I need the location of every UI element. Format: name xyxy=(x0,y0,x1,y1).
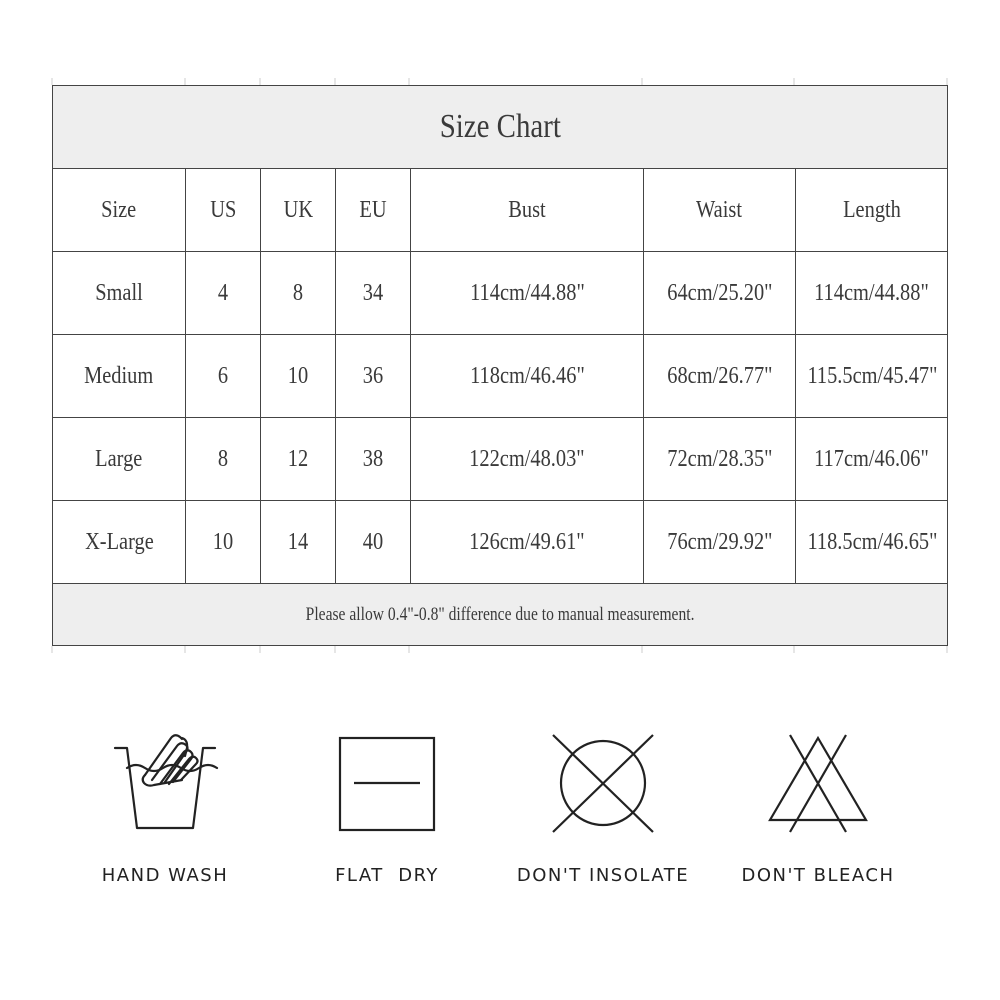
table-cell: 10 xyxy=(186,501,261,584)
table-cell: 14 xyxy=(261,501,336,584)
care-item-hand-wash xyxy=(65,720,265,886)
table-cell: 6 xyxy=(186,335,261,418)
table-cell: 38 xyxy=(336,418,411,501)
do-not-insolate-icon xyxy=(543,720,663,835)
flat-dry-icon xyxy=(332,720,442,835)
table-cell: Large xyxy=(53,418,186,501)
column-header: UK xyxy=(261,169,336,252)
table-cell: 114cm/44.88" xyxy=(796,252,948,335)
table-cell: 8 xyxy=(186,418,261,501)
care-label: HAND WASH xyxy=(101,865,229,886)
table-row xyxy=(53,418,948,501)
care-item-flat-dry xyxy=(287,720,487,886)
table-cell: 4 xyxy=(186,252,261,335)
size-chart-table xyxy=(52,85,948,646)
size-chart xyxy=(52,85,947,646)
table-cell: 68cm/26.77" xyxy=(644,335,796,418)
care-label: DON'T BLEACH xyxy=(741,865,895,886)
table-cell: 118.5cm/46.65" xyxy=(796,501,948,584)
table-cell: 118cm/46.46" xyxy=(411,335,644,418)
table-cell: 122cm/48.03" xyxy=(411,418,644,501)
table-cell: 117cm/46.06" xyxy=(796,418,948,501)
table-cell: 126cm/49.61" xyxy=(411,501,644,584)
header-row xyxy=(53,169,948,252)
column-header: US xyxy=(186,169,261,252)
hand-wash-icon xyxy=(105,720,225,835)
table-row xyxy=(53,501,948,584)
do-not-bleach-icon xyxy=(758,720,878,835)
care-item-dont-insolate xyxy=(503,720,703,886)
table-cell: 76cm/29.92" xyxy=(644,501,796,584)
table-cell: 114cm/44.88" xyxy=(411,252,644,335)
table-cell: 72cm/28.35" xyxy=(644,418,796,501)
table-cell: 8 xyxy=(261,252,336,335)
size-chart-title: Size Chart xyxy=(53,86,948,169)
table-cell: 34 xyxy=(336,252,411,335)
measurement-note: Please allow 0.4"-0.8" difference due to manual measurement. xyxy=(53,584,948,646)
table-row xyxy=(53,252,948,335)
table-cell: 64cm/25.20" xyxy=(644,252,796,335)
care-instructions xyxy=(0,720,1000,920)
table-cell: 115.5cm/45.47" xyxy=(796,335,948,418)
column-header: EU xyxy=(336,169,411,252)
table-cell: Medium xyxy=(53,335,186,418)
care-item-dont-bleach xyxy=(718,720,918,886)
table-cell: 10 xyxy=(261,335,336,418)
table-cell: 40 xyxy=(336,501,411,584)
care-label: DON'T INSOLATE xyxy=(516,865,690,886)
table-cell: Small xyxy=(53,252,186,335)
care-label: FLAT DRY xyxy=(335,865,439,886)
table-cell: 12 xyxy=(261,418,336,501)
column-header: Bust xyxy=(411,169,644,252)
column-header: Waist xyxy=(644,169,796,252)
table-cell: 36 xyxy=(336,335,411,418)
table-cell: X-Large xyxy=(53,501,186,584)
column-header: Size xyxy=(53,169,186,252)
column-header: Length xyxy=(796,169,948,252)
table-row xyxy=(53,335,948,418)
